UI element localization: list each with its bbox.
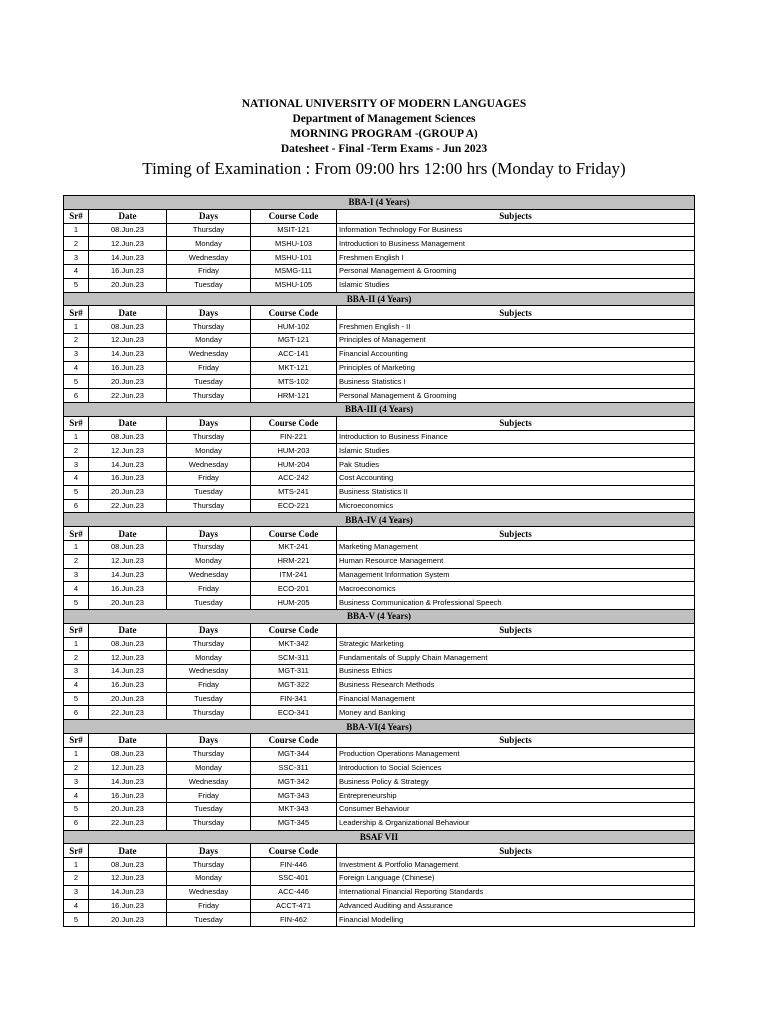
program-name: MORNING PROGRAM -(GROUP A) bbox=[290, 128, 478, 140]
cell-course-code: MTS-102 bbox=[251, 375, 337, 389]
cell-subject: Information Technology For Business bbox=[337, 223, 695, 237]
cell-day: Thursday bbox=[167, 858, 251, 872]
cell-subject: Business Statistics II bbox=[337, 485, 695, 499]
cell-course-code: MSHU-105 bbox=[251, 278, 337, 292]
cell-date: 22.Jun.23 bbox=[89, 389, 167, 403]
cell-sr: 4 bbox=[64, 899, 89, 913]
cell-course-code: FIN-341 bbox=[251, 692, 337, 706]
cell-date: 16.Jun.23 bbox=[89, 264, 167, 278]
cell-subject: Macroeconomics bbox=[337, 582, 695, 596]
cell-sr: 1 bbox=[64, 320, 89, 334]
cell-sr: 4 bbox=[64, 471, 89, 485]
cell-course-code: ECO-201 bbox=[251, 582, 337, 596]
column-header-date: Date bbox=[89, 623, 167, 637]
section-title-row bbox=[64, 196, 695, 210]
column-header-sr: Sr# bbox=[64, 416, 89, 430]
cell-subject: Introduction to Business Finance bbox=[337, 430, 695, 444]
cell-course-code: ITM-241 bbox=[251, 568, 337, 582]
table-row bbox=[64, 803, 695, 817]
cell-subject: Management Information System bbox=[337, 568, 695, 582]
cell-day: Wednesday bbox=[167, 885, 251, 899]
cell-day: Friday bbox=[167, 678, 251, 692]
cell-course-code: MGT-342 bbox=[251, 775, 337, 789]
table-row bbox=[64, 568, 695, 582]
cell-course-code: SCM-311 bbox=[251, 651, 337, 665]
section-title-row bbox=[64, 609, 695, 623]
cell-date: 08.Jun.23 bbox=[89, 223, 167, 237]
cell-course-code: FIN-462 bbox=[251, 913, 337, 927]
cell-sr: 1 bbox=[64, 540, 89, 554]
column-header-subject: Subjects bbox=[337, 734, 695, 748]
cell-day: Tuesday bbox=[167, 692, 251, 706]
cell-day: Monday bbox=[167, 237, 251, 251]
datesheet-title: Datesheet - Final -Term Exams - Jun 2023 bbox=[280, 143, 488, 155]
cell-day: Monday bbox=[167, 444, 251, 458]
cell-day: Tuesday bbox=[167, 803, 251, 817]
cell-date: 16.Jun.23 bbox=[89, 471, 167, 485]
cell-sr: 3 bbox=[64, 347, 89, 361]
document-header bbox=[0, 96, 768, 179]
cell-subject: Fundamentals of Supply Chain Management bbox=[337, 651, 695, 665]
cell-sr: 2 bbox=[64, 554, 89, 568]
column-header-date: Date bbox=[89, 306, 167, 320]
column-header-day: Days bbox=[167, 416, 251, 430]
department-name: Department of Management Sciences bbox=[292, 113, 476, 125]
cell-date: 20.Jun.23 bbox=[89, 803, 167, 817]
cell-day: Monday bbox=[167, 651, 251, 665]
cell-day: Monday bbox=[167, 333, 251, 347]
cell-sr: 4 bbox=[64, 582, 89, 596]
table-row bbox=[64, 389, 695, 403]
cell-sr: 1 bbox=[64, 637, 89, 651]
column-header-row bbox=[64, 623, 695, 637]
table-row bbox=[64, 747, 695, 761]
cell-day: Friday bbox=[167, 264, 251, 278]
cell-day: Wednesday bbox=[167, 568, 251, 582]
cell-sr: 3 bbox=[64, 458, 89, 472]
cell-subject: International Financial Reporting Standards bbox=[337, 885, 695, 899]
cell-course-code: ECO-341 bbox=[251, 706, 337, 720]
cell-sr: 5 bbox=[64, 913, 89, 927]
table-row bbox=[64, 264, 695, 278]
cell-course-code: ACC-141 bbox=[251, 347, 337, 361]
cell-subject: Entrepreneurship bbox=[337, 789, 695, 803]
cell-sr: 1 bbox=[64, 747, 89, 761]
cell-sr: 4 bbox=[64, 264, 89, 278]
table-row bbox=[64, 761, 695, 775]
cell-subject: Leadership & Organizational Behaviour bbox=[337, 816, 695, 830]
table-row bbox=[64, 775, 695, 789]
cell-day: Thursday bbox=[167, 320, 251, 334]
cell-date: 08.Jun.23 bbox=[89, 747, 167, 761]
cell-date: 16.Jun.23 bbox=[89, 789, 167, 803]
column-header-subject: Subjects bbox=[337, 209, 695, 223]
cell-subject: Financial Accounting bbox=[337, 347, 695, 361]
table-row bbox=[64, 665, 695, 679]
table-row bbox=[64, 375, 695, 389]
table-row bbox=[64, 333, 695, 347]
cell-subject: Introduction to Social Sciences bbox=[337, 761, 695, 775]
cell-subject: Production Operations Management bbox=[337, 747, 695, 761]
table-row bbox=[64, 430, 695, 444]
cell-sr: 3 bbox=[64, 568, 89, 582]
cell-day: Friday bbox=[167, 361, 251, 375]
cell-sr: 5 bbox=[64, 692, 89, 706]
cell-day: Thursday bbox=[167, 540, 251, 554]
table-row bbox=[64, 458, 695, 472]
datesheet-body bbox=[64, 196, 695, 927]
column-header-course-code: Course Code bbox=[251, 209, 337, 223]
datesheet-table bbox=[63, 195, 695, 927]
cell-subject: Financial Management bbox=[337, 692, 695, 706]
cell-day: Thursday bbox=[167, 747, 251, 761]
column-header-sr: Sr# bbox=[64, 623, 89, 637]
column-header-row bbox=[64, 306, 695, 320]
column-header-day: Days bbox=[167, 306, 251, 320]
cell-subject: Foreign Language (Chinese) bbox=[337, 872, 695, 886]
column-header-day: Days bbox=[167, 734, 251, 748]
cell-date: 20.Jun.23 bbox=[89, 485, 167, 499]
cell-subject: Principles of Management bbox=[337, 333, 695, 347]
cell-subject: Business Policy & Strategy bbox=[337, 775, 695, 789]
cell-date: 20.Jun.23 bbox=[89, 913, 167, 927]
section-title: BBA-IV (4 Years) bbox=[64, 513, 695, 527]
section-title: BSAF VII bbox=[64, 830, 695, 844]
table-row bbox=[64, 485, 695, 499]
table-row bbox=[64, 471, 695, 485]
table-row bbox=[64, 706, 695, 720]
cell-sr: 5 bbox=[64, 485, 89, 499]
cell-date: 12.Jun.23 bbox=[89, 554, 167, 568]
cell-sr: 5 bbox=[64, 596, 89, 610]
table-row bbox=[64, 237, 695, 251]
table-row bbox=[64, 347, 695, 361]
cell-subject: Business Communication & Professional Speech bbox=[337, 596, 695, 610]
cell-course-code: MSHU-103 bbox=[251, 237, 337, 251]
section-title: BBA-III (4 Years) bbox=[64, 402, 695, 416]
cell-date: 16.Jun.23 bbox=[89, 678, 167, 692]
table-row bbox=[64, 554, 695, 568]
cell-day: Tuesday bbox=[167, 913, 251, 927]
table-row bbox=[64, 278, 695, 292]
table-row bbox=[64, 816, 695, 830]
column-header-course-code: Course Code bbox=[251, 844, 337, 858]
cell-date: 08.Jun.23 bbox=[89, 430, 167, 444]
cell-date: 08.Jun.23 bbox=[89, 540, 167, 554]
cell-course-code: SSC-401 bbox=[251, 872, 337, 886]
cell-sr: 3 bbox=[64, 665, 89, 679]
cell-course-code: SSC-311 bbox=[251, 761, 337, 775]
cell-course-code: HRM-221 bbox=[251, 554, 337, 568]
cell-subject: Personal Management & Grooming bbox=[337, 264, 695, 278]
cell-course-code: HRM-121 bbox=[251, 389, 337, 403]
column-header-day: Days bbox=[167, 527, 251, 541]
cell-course-code: MGT-343 bbox=[251, 789, 337, 803]
column-header-row bbox=[64, 734, 695, 748]
column-header-course-code: Course Code bbox=[251, 623, 337, 637]
section-title: BBA-II (4 Years) bbox=[64, 292, 695, 306]
cell-sr: 5 bbox=[64, 375, 89, 389]
cell-day: Tuesday bbox=[167, 485, 251, 499]
cell-date: 16.Jun.23 bbox=[89, 582, 167, 596]
exam-timing: Timing of Examination : From 09:00 hrs 12:00 hrs (Monday to Friday) bbox=[142, 159, 626, 178]
cell-date: 14.Jun.23 bbox=[89, 347, 167, 361]
cell-subject: Cost Accounting bbox=[337, 471, 695, 485]
cell-day: Friday bbox=[167, 899, 251, 913]
column-header-sr: Sr# bbox=[64, 844, 89, 858]
cell-day: Monday bbox=[167, 554, 251, 568]
table-row bbox=[64, 223, 695, 237]
section-title: BBA-VI(4 Years) bbox=[64, 720, 695, 734]
table-row bbox=[64, 444, 695, 458]
column-header-subject: Subjects bbox=[337, 527, 695, 541]
cell-course-code: ECO-221 bbox=[251, 499, 337, 513]
table-row bbox=[64, 540, 695, 554]
cell-course-code: ACC-446 bbox=[251, 885, 337, 899]
university-name: NATIONAL UNIVERSITY OF MODERN LANGUAGES bbox=[241, 98, 527, 110]
column-header-row bbox=[64, 527, 695, 541]
cell-day: Monday bbox=[167, 872, 251, 886]
column-header-subject: Subjects bbox=[337, 416, 695, 430]
column-header-subject: Subjects bbox=[337, 844, 695, 858]
cell-subject: Islamic Studies bbox=[337, 444, 695, 458]
cell-date: 12.Jun.23 bbox=[89, 444, 167, 458]
table-row bbox=[64, 692, 695, 706]
cell-course-code: MKT-343 bbox=[251, 803, 337, 817]
table-row bbox=[64, 637, 695, 651]
table-row bbox=[64, 885, 695, 899]
cell-course-code: MSIT-121 bbox=[251, 223, 337, 237]
column-header-sr: Sr# bbox=[64, 527, 89, 541]
cell-sr: 1 bbox=[64, 223, 89, 237]
cell-subject: Business Ethics bbox=[337, 665, 695, 679]
cell-date: 14.Jun.23 bbox=[89, 775, 167, 789]
cell-sr: 2 bbox=[64, 872, 89, 886]
cell-course-code: HUM-205 bbox=[251, 596, 337, 610]
cell-subject: Marketing Management bbox=[337, 540, 695, 554]
cell-sr: 3 bbox=[64, 775, 89, 789]
cell-course-code: MGT-344 bbox=[251, 747, 337, 761]
cell-date: 22.Jun.23 bbox=[89, 816, 167, 830]
cell-date: 12.Jun.23 bbox=[89, 651, 167, 665]
cell-course-code: HUM-102 bbox=[251, 320, 337, 334]
cell-sr: 1 bbox=[64, 430, 89, 444]
section-title-row bbox=[64, 720, 695, 734]
cell-day: Wednesday bbox=[167, 665, 251, 679]
cell-sr: 5 bbox=[64, 803, 89, 817]
cell-sr: 6 bbox=[64, 706, 89, 720]
cell-course-code: MSHU-101 bbox=[251, 251, 337, 265]
column-header-day: Days bbox=[167, 623, 251, 637]
column-header-row bbox=[64, 844, 695, 858]
cell-sr: 4 bbox=[64, 361, 89, 375]
cell-subject: Personal Management & Grooming bbox=[337, 389, 695, 403]
cell-day: Tuesday bbox=[167, 278, 251, 292]
section-title-row bbox=[64, 830, 695, 844]
cell-course-code: MGT-345 bbox=[251, 816, 337, 830]
cell-sr: 5 bbox=[64, 278, 89, 292]
cell-sr: 1 bbox=[64, 858, 89, 872]
table-row bbox=[64, 582, 695, 596]
cell-date: 08.Jun.23 bbox=[89, 320, 167, 334]
column-header-row bbox=[64, 209, 695, 223]
column-header-date: Date bbox=[89, 209, 167, 223]
cell-subject: Microeconomics bbox=[337, 499, 695, 513]
cell-date: 20.Jun.23 bbox=[89, 278, 167, 292]
cell-subject: Introduction to Business Management bbox=[337, 237, 695, 251]
section-title: BBA-I (4 Years) bbox=[64, 196, 695, 210]
table-row bbox=[64, 789, 695, 803]
column-header-sr: Sr# bbox=[64, 209, 89, 223]
section-title-row bbox=[64, 292, 695, 306]
column-header-course-code: Course Code bbox=[251, 416, 337, 430]
cell-course-code: HUM-204 bbox=[251, 458, 337, 472]
cell-day: Thursday bbox=[167, 706, 251, 720]
cell-sr: 2 bbox=[64, 651, 89, 665]
cell-date: 20.Jun.23 bbox=[89, 692, 167, 706]
column-header-date: Date bbox=[89, 527, 167, 541]
table-row bbox=[64, 320, 695, 334]
cell-day: Wednesday bbox=[167, 251, 251, 265]
cell-sr: 6 bbox=[64, 499, 89, 513]
cell-date: 12.Jun.23 bbox=[89, 333, 167, 347]
cell-course-code: MGT-322 bbox=[251, 678, 337, 692]
column-header-course-code: Course Code bbox=[251, 734, 337, 748]
cell-date: 22.Jun.23 bbox=[89, 706, 167, 720]
column-header-day: Days bbox=[167, 209, 251, 223]
section-title: BBA-V (4 Years) bbox=[64, 609, 695, 623]
table-row bbox=[64, 251, 695, 265]
cell-subject: Strategic Marketing bbox=[337, 637, 695, 651]
cell-course-code: MKT-342 bbox=[251, 637, 337, 651]
cell-day: Thursday bbox=[167, 430, 251, 444]
cell-course-code: FIN-446 bbox=[251, 858, 337, 872]
cell-day: Wednesday bbox=[167, 458, 251, 472]
column-header-day: Days bbox=[167, 844, 251, 858]
cell-subject: Financial Modelling bbox=[337, 913, 695, 927]
cell-course-code: MKT-241 bbox=[251, 540, 337, 554]
table-row bbox=[64, 499, 695, 513]
cell-course-code: ACC-242 bbox=[251, 471, 337, 485]
column-header-subject: Subjects bbox=[337, 623, 695, 637]
cell-day: Wednesday bbox=[167, 775, 251, 789]
cell-subject: Islamic Studies bbox=[337, 278, 695, 292]
cell-date: 12.Jun.23 bbox=[89, 761, 167, 775]
table-row bbox=[64, 651, 695, 665]
cell-date: 16.Jun.23 bbox=[89, 361, 167, 375]
cell-sr: 2 bbox=[64, 237, 89, 251]
cell-date: 08.Jun.23 bbox=[89, 637, 167, 651]
cell-sr: 2 bbox=[64, 761, 89, 775]
cell-course-code: MTS-241 bbox=[251, 485, 337, 499]
cell-course-code: MSMG-111 bbox=[251, 264, 337, 278]
cell-sr: 2 bbox=[64, 333, 89, 347]
cell-subject: Pak Studies bbox=[337, 458, 695, 472]
cell-date: 16.Jun.23 bbox=[89, 899, 167, 913]
table-row bbox=[64, 858, 695, 872]
cell-subject: Freshmen English I bbox=[337, 251, 695, 265]
cell-subject: Principles of Marketing bbox=[337, 361, 695, 375]
table-row bbox=[64, 872, 695, 886]
cell-date: 14.Jun.23 bbox=[89, 885, 167, 899]
cell-date: 14.Jun.23 bbox=[89, 665, 167, 679]
column-header-sr: Sr# bbox=[64, 734, 89, 748]
table-row bbox=[64, 899, 695, 913]
cell-date: 12.Jun.23 bbox=[89, 237, 167, 251]
cell-day: Friday bbox=[167, 789, 251, 803]
cell-sr: 4 bbox=[64, 789, 89, 803]
section-title-row bbox=[64, 513, 695, 527]
cell-day: Thursday bbox=[167, 637, 251, 651]
cell-date: 22.Jun.23 bbox=[89, 499, 167, 513]
cell-course-code: MKT-121 bbox=[251, 361, 337, 375]
table-row bbox=[64, 913, 695, 927]
cell-date: 14.Jun.23 bbox=[89, 568, 167, 582]
cell-subject: Money and Banking bbox=[337, 706, 695, 720]
cell-subject: Human Resource Management bbox=[337, 554, 695, 568]
section-title-row bbox=[64, 402, 695, 416]
column-header-date: Date bbox=[89, 844, 167, 858]
cell-subject: Freshmen English - II bbox=[337, 320, 695, 334]
column-header-row bbox=[64, 416, 695, 430]
cell-subject: Advanced Auditing and Assurance bbox=[337, 899, 695, 913]
column-header-date: Date bbox=[89, 734, 167, 748]
column-header-course-code: Course Code bbox=[251, 306, 337, 320]
column-header-sr: Sr# bbox=[64, 306, 89, 320]
cell-subject: Business Research Methods bbox=[337, 678, 695, 692]
cell-subject: Consumer Behaviour bbox=[337, 803, 695, 817]
cell-day: Thursday bbox=[167, 223, 251, 237]
cell-day: Thursday bbox=[167, 499, 251, 513]
cell-date: 12.Jun.23 bbox=[89, 872, 167, 886]
cell-course-code: MGT-121 bbox=[251, 333, 337, 347]
table-row bbox=[64, 361, 695, 375]
cell-day: Tuesday bbox=[167, 596, 251, 610]
cell-sr: 4 bbox=[64, 678, 89, 692]
table-row bbox=[64, 678, 695, 692]
cell-course-code: MGT-311 bbox=[251, 665, 337, 679]
cell-day: Monday bbox=[167, 761, 251, 775]
cell-date: 14.Jun.23 bbox=[89, 458, 167, 472]
cell-day: Tuesday bbox=[167, 375, 251, 389]
cell-course-code: HUM-203 bbox=[251, 444, 337, 458]
cell-sr: 6 bbox=[64, 389, 89, 403]
cell-date: 20.Jun.23 bbox=[89, 596, 167, 610]
cell-day: Wednesday bbox=[167, 347, 251, 361]
cell-day: Friday bbox=[167, 471, 251, 485]
cell-day: Thursday bbox=[167, 816, 251, 830]
cell-subject: Business Statistics I bbox=[337, 375, 695, 389]
cell-date: 14.Jun.23 bbox=[89, 251, 167, 265]
cell-day: Thursday bbox=[167, 389, 251, 403]
column-header-date: Date bbox=[89, 416, 167, 430]
cell-date: 20.Jun.23 bbox=[89, 375, 167, 389]
cell-day: Friday bbox=[167, 582, 251, 596]
cell-date: 08.Jun.23 bbox=[89, 858, 167, 872]
column-header-course-code: Course Code bbox=[251, 527, 337, 541]
column-header-subject: Subjects bbox=[337, 306, 695, 320]
cell-sr: 3 bbox=[64, 885, 89, 899]
cell-subject: Investment & Portfolio Management bbox=[337, 858, 695, 872]
table-row bbox=[64, 596, 695, 610]
cell-sr: 3 bbox=[64, 251, 89, 265]
cell-course-code: FIN-221 bbox=[251, 430, 337, 444]
cell-sr: 6 bbox=[64, 816, 89, 830]
cell-course-code: ACCT-471 bbox=[251, 899, 337, 913]
cell-sr: 2 bbox=[64, 444, 89, 458]
